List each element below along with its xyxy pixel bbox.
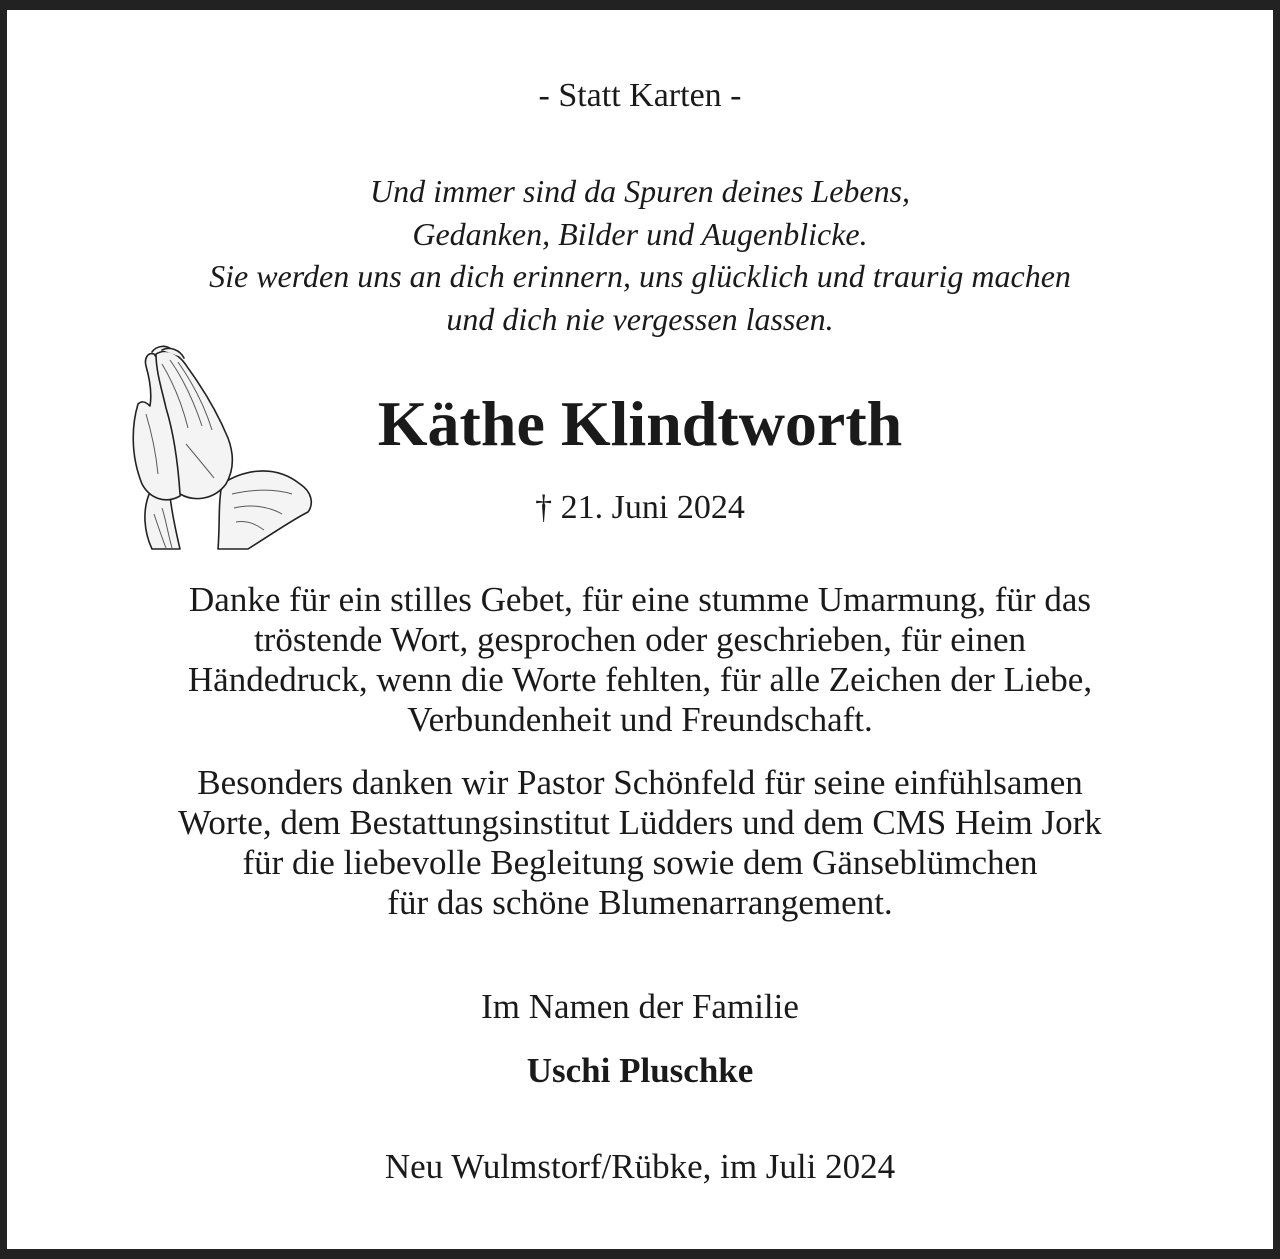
poem-line: Und immer sind da Spuren deines Lebens, [369, 173, 911, 209]
thanks-line: für das schöne Blumenarrangement. [387, 883, 893, 922]
poem [0, 170, 1280, 340]
thanks-line: Danke für ein stilles Gebet, für eine stumme Umarmung, für das [189, 580, 1091, 619]
death-date: † 21. Juni 2024 [535, 489, 745, 526]
thanks-line: Verbundenheit und Freundschaft. [407, 700, 873, 739]
thanks-paragraph [0, 580, 1280, 740]
thanks-line: tröstende Wort, gesprochen oder geschrieben, für einen [253, 620, 1027, 659]
place-date: Neu Wulmstorf/Rübke, im Juli 2024 [384, 1147, 896, 1186]
poem-line: Sie werden uns an dich erinnern, uns glücklich und traurig machen [209, 258, 1071, 294]
family-line: Im Namen der Familie [481, 987, 799, 1026]
notice-header: - Statt Karten - [538, 77, 742, 114]
poem-line: und dich nie vergessen lassen. [446, 300, 834, 337]
thanks-line: für die liebevolle Begleitung sowie dem Gänseblümchen [242, 843, 1038, 882]
poem-line: Gedanken, Bilder und Augenblicke. [412, 215, 868, 252]
deceased-name: Käthe Klindtworth [377, 388, 903, 459]
thanks-line: Besonders danken wir Pastor Schönfeld für seine einfühlsamen [197, 763, 1083, 802]
special-thanks-paragraph [0, 763, 1280, 923]
thanks-line: Worte, dem Bestattungsinstitut Lüdders und dem CMS Heim Jork [178, 803, 1102, 842]
thanks-line: Händedruck, wenn die Worte fehlten, für alle Zeichen der Liebe, [187, 660, 1093, 699]
signer-name: Uschi Pluschke [526, 1051, 754, 1090]
